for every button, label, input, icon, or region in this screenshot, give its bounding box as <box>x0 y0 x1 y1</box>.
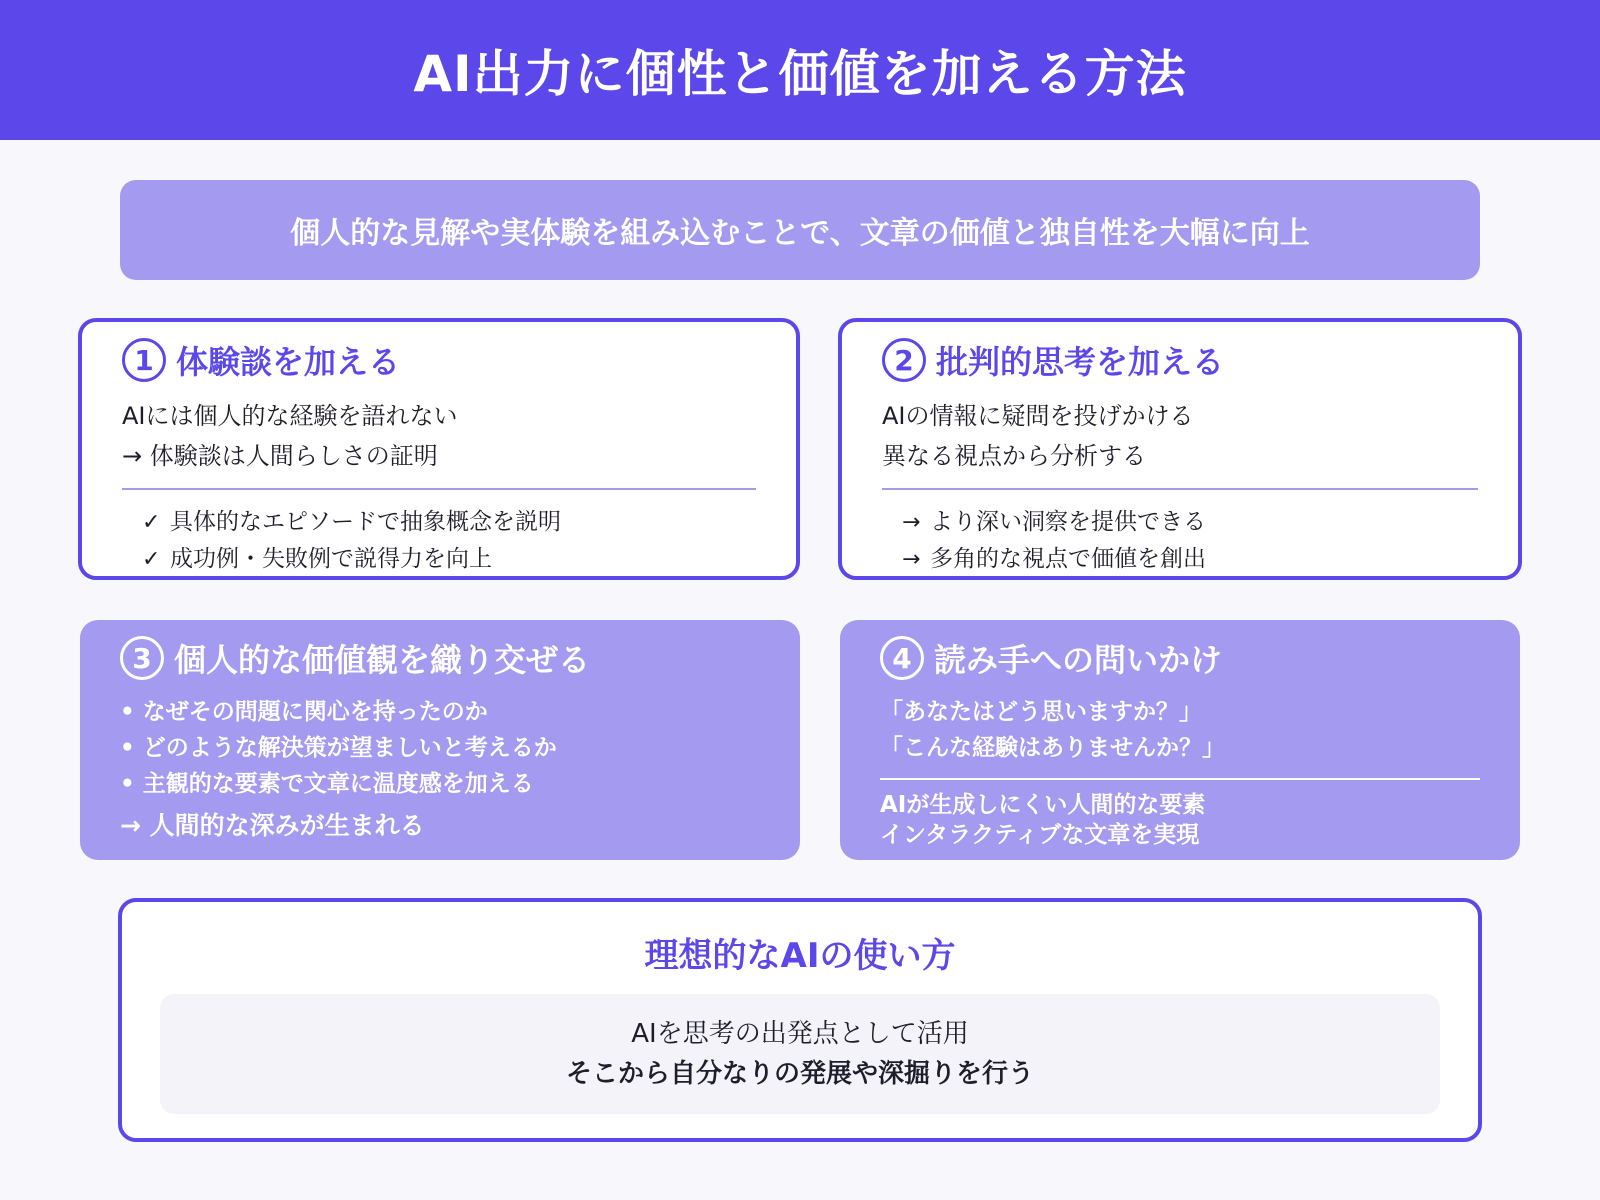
number-3-icon: 3 <box>120 636 164 680</box>
number-2-icon: 2 <box>882 338 926 382</box>
list-item-text: より深い洞察を提供できる <box>930 509 1206 535</box>
panel-line: AIを思考の出発点として活用 <box>631 1019 969 1049</box>
card-reader-questions <box>840 620 1520 860</box>
arrow-right-icon: → <box>902 510 921 535</box>
panel-line-bold: そこから自分なりの発展や深掘りを行う <box>565 1059 1034 1089</box>
card-line: → 体験談は人間らしさの証明 <box>122 442 438 470</box>
list-item <box>882 541 1478 578</box>
card-title-row <box>880 634 1480 682</box>
card-line: AIには個人的な経験を語れない <box>122 402 458 430</box>
conclusion-text: → 人間的な深みが生まれる <box>120 811 425 840</box>
list-item <box>122 504 756 541</box>
list-item <box>882 504 1478 541</box>
list-item-text: 具体的なエピソードで抽象概念を説明 <box>170 509 561 535</box>
number-1-icon: 1 <box>122 338 166 382</box>
bullet-item: • なぜその問題に関心を持ったのか <box>120 699 488 725</box>
card-personal-values <box>80 620 800 860</box>
subtitle-text: 個人的な見解や実体験を組み込むことで、文章の価値と独自性を大幅に向上 <box>290 216 1310 251</box>
card-title: 個人的な価値観を織り交ぜる <box>174 641 591 679</box>
page-title: AI出力に個性と価値を加える方法 <box>413 45 1187 103</box>
quote-item: 「こんな経験はありませんか？」 <box>880 735 1225 761</box>
subtitle-banner <box>120 180 1480 280</box>
number-4-icon: 4 <box>880 636 924 680</box>
note-line: AIが生成しにくい人間的な要素 <box>880 792 1206 818</box>
card-title-row <box>120 634 760 682</box>
quote-item: 「あなたはどう思いますか？」 <box>880 699 1202 725</box>
check-icon: ✓ <box>142 547 161 572</box>
note-line: インタラクティブな文章を実現 <box>880 822 1200 848</box>
card-title: 読み手への問いかけ <box>934 641 1223 679</box>
list-item-text: 成功例・失敗例で説得力を向上 <box>170 546 492 572</box>
divider <box>880 778 1480 780</box>
check-icon: ✓ <box>142 510 161 535</box>
list-item <box>122 541 756 578</box>
ideal-usage-panel <box>118 898 1482 1142</box>
bullet-item: • 主観的な要素で文章に温度感を加える <box>120 771 534 797</box>
card-title: 体験談を加える <box>176 343 401 381</box>
bullet-item: • どのような解決策が望ましいと考えるか <box>120 735 557 761</box>
card-line: 異なる視点から分析する <box>882 442 1146 470</box>
card-title-row <box>122 336 756 384</box>
card-title-row <box>882 336 1478 384</box>
divider <box>882 488 1478 490</box>
card-critical-thinking <box>838 318 1522 580</box>
arrow-right-icon: → <box>902 547 921 572</box>
list-item-text: 多角的な視点で価値を創出 <box>930 546 1206 572</box>
card-experience <box>78 318 800 580</box>
panel-content <box>160 994 1440 1114</box>
divider <box>122 488 756 490</box>
header-banner <box>0 0 1600 140</box>
panel-title: 理想的なAIの使い方 <box>644 936 956 976</box>
card-title: 批判的思考を加える <box>936 343 1225 381</box>
card-line: AIの情報に疑問を投げかける <box>882 402 1194 430</box>
